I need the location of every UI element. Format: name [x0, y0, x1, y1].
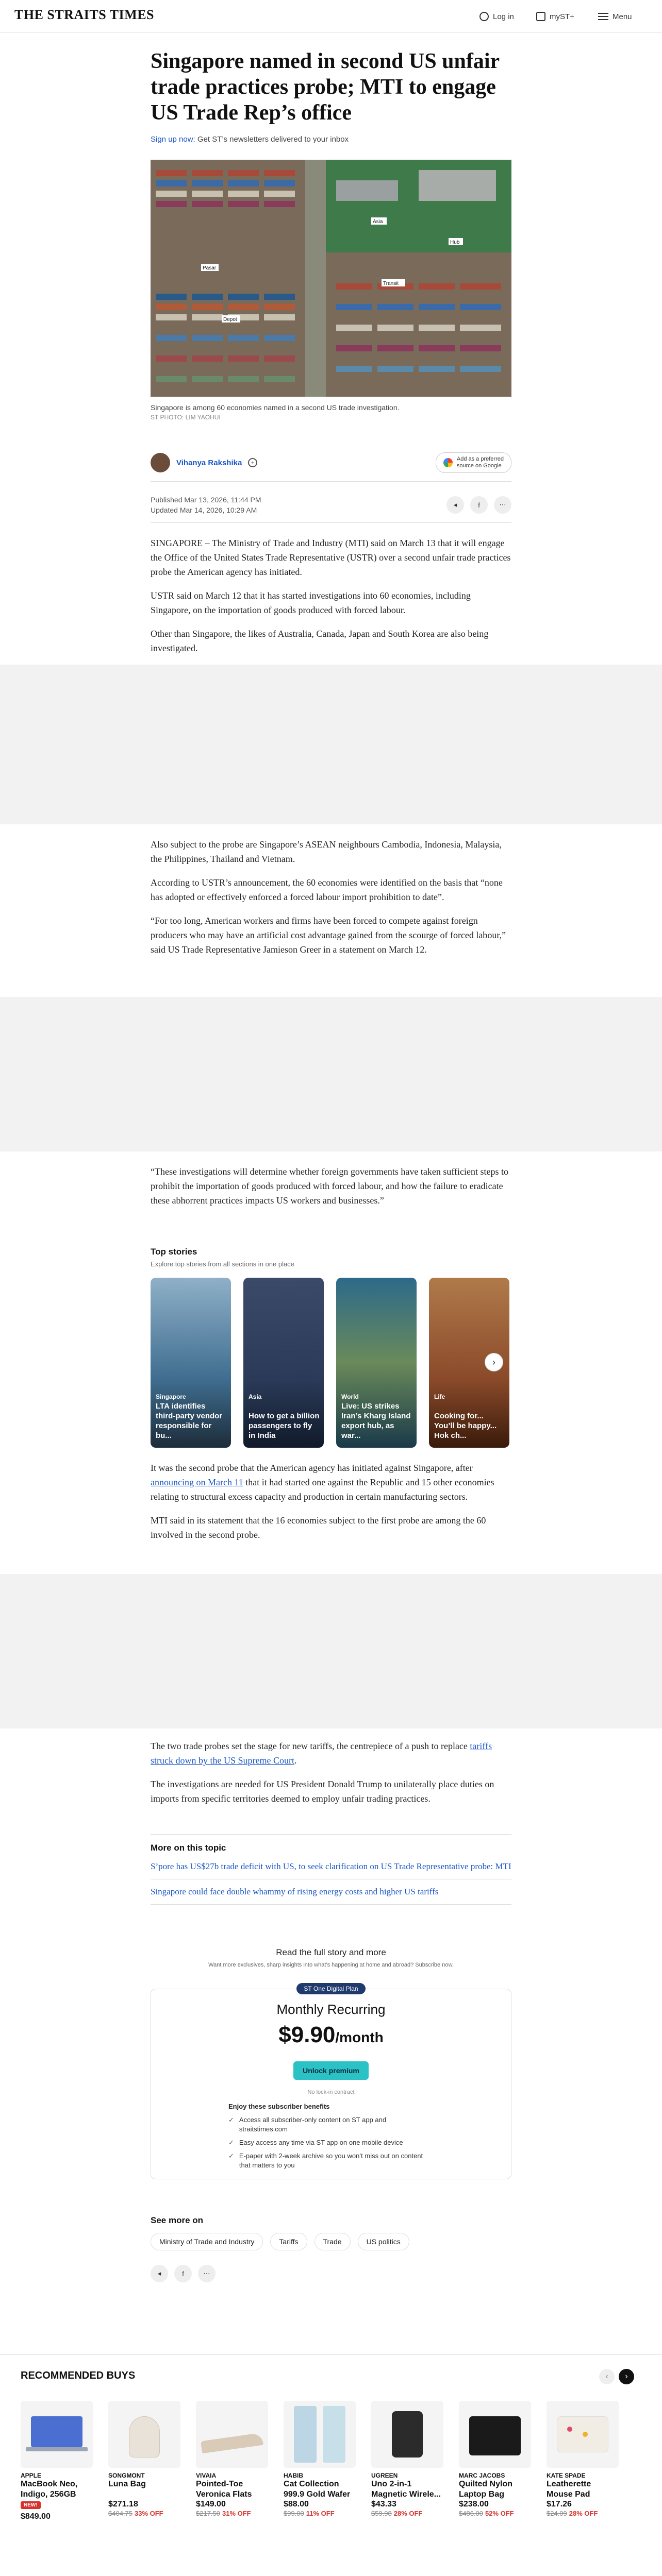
google-preferred-source-button[interactable] [436, 452, 511, 473]
login-button[interactable] [479, 10, 514, 23]
more-icon[interactable]: ⋯ [494, 496, 511, 514]
topic-tag[interactable]: Tariffs [270, 2233, 307, 2250]
more-on-topic [151, 1834, 511, 1905]
topic-tag[interactable]: Ministry of Trade and Industry [151, 2233, 263, 2250]
unlock-premium-button[interactable]: Unlock premium [293, 2061, 369, 2080]
login-label: Log in [493, 12, 514, 21]
product-card[interactable]: APPLE MacBook Neo, Indigo, 256GB NEW! $849.00 [21, 2401, 93, 2576]
menu-button[interactable] [598, 10, 632, 23]
follow-plus-icon[interactable]: + [248, 458, 257, 467]
top-stories-title: Top stories [151, 1247, 197, 1257]
recommended-carousel [21, 2401, 662, 2576]
ad-slot[interactable] [0, 665, 662, 824]
product-image [371, 2401, 443, 2468]
product-image [547, 2401, 619, 2468]
hero-label-4: Depot [223, 317, 237, 323]
myst-label: myST+ [550, 12, 574, 21]
more-on-topic-title: More on this topic [151, 1843, 226, 1853]
link-icon[interactable]: ◂ [151, 2265, 168, 2282]
plan-pill: ST One Digital Plan [296, 1983, 365, 1994]
carousel-prev-button[interactable]: ‹ [599, 2369, 615, 2384]
site-logo[interactable]: THE STRAITS TIMES [14, 7, 155, 22]
paragraph-6: “For too long, American workers and firms have been forced to compete against foreign producers who may have an artificial cost advantage gained from the scourge of forced labour,” said US Trade Representative Jamieson Greer in a statement on March 12. [151, 916, 506, 955]
new-badge: NEW! [21, 2501, 41, 2509]
topic-tag[interactable]: US politics [358, 2233, 409, 2250]
read-full-title: Read the full story and more [276, 1947, 386, 1957]
top-stories [151, 1247, 511, 1268]
hero-label-1: Pasar [203, 265, 217, 271]
product-image [284, 2401, 356, 2468]
no-lock-in: No lock-in contract [307, 2089, 355, 2095]
benefit-item: ✓ Access all subscriber-only content on ST app and straitstimes.com [228, 2116, 387, 2133]
product-image [108, 2401, 180, 2468]
user-icon [479, 12, 489, 21]
inline-link[interactable]: tariffs struck down by the US Supreme Court [151, 1741, 492, 1766]
story-title: Cooking for... You’ll be happy... Hok ch... [434, 1412, 497, 1440]
more-icon[interactable]: ⋯ [198, 2265, 216, 2282]
benefits-title: Enjoy these subscriber benefits [228, 2103, 330, 2110]
top-stories-carousel [151, 1278, 511, 1448]
story-title: Live: US strikes Iran’s Kharg Island export hub, as war... [341, 1402, 411, 1440]
inline-link[interactable]: announcing on March 11 [151, 1477, 243, 1487]
hero-figure [151, 160, 511, 422]
signup-link[interactable]: Sign up now: [151, 135, 195, 144]
article-headline: Singapore named in second US unfair trade practices probe; MTI to engage US Trade Rep’s office [151, 49, 500, 125]
byline [151, 452, 511, 482]
paragraph-5: According to USTR’s announcement, the 60 economies were identified on the basis that “none has adopted or effectively enforced a forced labour import prohibition to date”. [151, 877, 503, 902]
paragraph-4: Also subject to the probe are Singapore’s ASEAN neighbours Cambodia, Indonesia, Malaysia, the Philippines, Thailand and Vietnam. [151, 839, 502, 864]
top-stories-subtitle: Explore top stories from all sections in one place [151, 1260, 294, 1268]
hero-image[interactable] [151, 160, 511, 397]
hero-caption [151, 403, 511, 422]
product-image [459, 2401, 531, 2468]
carousel-next-button[interactable]: › [485, 1353, 503, 1371]
newsletter-signup [151, 135, 511, 144]
plan-name: Monthly Recurring [276, 2002, 386, 2017]
container-port-illustration [151, 160, 511, 397]
benefit-item: ✓ E-paper with 2-week archive so you won’t miss out on content that matters to you [228, 2152, 423, 2169]
article-body-5 [151, 1739, 511, 1806]
paragraph-11: The investigations are needed for US President Donald Trump to unilaterally place duties on imports from specific territories deemed to employ unfair trading practices. [151, 1779, 494, 1804]
story-card[interactable] [151, 1278, 231, 1448]
story-tag: World [341, 1393, 359, 1400]
article-body-1 [151, 536, 511, 655]
published-date: Published Mar 13, 2026, 11:44 PM [151, 496, 261, 504]
see-more-share-bar [151, 2265, 511, 2282]
bookmark-icon [536, 12, 545, 21]
paragraph-10: The two trade probes set the stage for new tariffs, the centrepiece of a push to replace tariffs struck down by the US Supreme Court. [151, 1741, 492, 1766]
author-name[interactable]: Vihanya Rakshika [176, 458, 242, 467]
article-meta [151, 495, 511, 523]
paragraph-7: “These investigations will determine whether foreign governments have taken sufficient steps to prohibit the importation of goods produced with forced labour, and how the failure to eradicate these abhorrent practices impacts US workers and businesses.” [151, 1166, 508, 1206]
paragraph-1: SINGAPORE – The Ministry of Trade and Industry (MTI) said on March 13 that it will engage the Office of the United States Trade Representative (USTR) over a second unfair trade practices probe the American agency has initiated. [151, 538, 511, 577]
product-card[interactable]: MARC JACOBS Quilted Nylon Laptop Bag $238.00 $486.00 52% OFF [459, 2401, 531, 2576]
story-tag: Singapore [156, 1393, 186, 1400]
check-icon: ✓ [228, 2116, 234, 2124]
related-link[interactable]: Singapore could face double whammy of rising energy costs and higher US tariffs [151, 1887, 439, 1896]
updated-date: Updated Mar 14, 2026, 10:29 AM [151, 506, 257, 514]
paywall-intro [151, 1947, 511, 1968]
product-card[interactable]: HABIB Cat Collection 999.9 Gold Wafer $88.00 $99.00 11% OFF [284, 2401, 356, 2576]
carousel-next-button[interactable]: › [619, 2369, 634, 2384]
share-icon[interactable]: ◂ [446, 496, 464, 514]
hero-label-5: Transit [383, 281, 399, 286]
product-card[interactable]: UGREEN Uno 2-in-1 Magnetic Wirele... $43.33 $59.98 28% OFF [371, 2401, 443, 2576]
facebook-icon[interactable]: f [174, 2265, 192, 2282]
benefit-item: ✓ Easy access any time via ST app on one mobile device [228, 2139, 403, 2146]
article-header [151, 48, 511, 144]
paragraph-8: It was the second probe that the American agency has initiated against Singapore, after announcing on March 11 that it had started one against the Republic and 15 other economies relating to structural excess capacity and production in certain manufacturing sectors. [151, 1463, 494, 1502]
menu-icon [598, 13, 608, 20]
plan-price: $9.90/month [278, 2022, 384, 2047]
caption-text: Singapore is among 60 economies named in a second US trade investigation. [151, 403, 400, 412]
ad-slot[interactable] [0, 997, 662, 1151]
story-card[interactable] [243, 1278, 324, 1448]
story-card[interactable] [336, 1278, 417, 1448]
article-body-2 [151, 837, 511, 957]
article-body-4 [151, 1461, 511, 1542]
google-pill-line2: source on Google [456, 463, 502, 469]
site-header [0, 0, 662, 33]
product-card[interactable]: VIVAIA Pointed-Toe Veronica Flats $149.00 $217.50 31% OFF [196, 2401, 268, 2576]
article-body-3 [151, 1164, 511, 1208]
read-full-subtitle: Want more exclusives, sharp insights into what’s happening at home and abroad? Subscribe now. [208, 1962, 454, 1968]
facebook-icon[interactable]: f [470, 496, 488, 514]
story-tag: Life [434, 1393, 445, 1400]
product-card[interactable]: SONGMONT Luna Bag $271.18 $404.75 33% OFF [108, 2401, 180, 2576]
caption-credit: ST PHOTO: LIM YAOHUI [151, 414, 221, 421]
story-title: LTA identifies third-party vendor responsible for bu... [156, 1402, 223, 1440]
myst-button[interactable] [536, 10, 574, 23]
related-link[interactable]: S’pore has US$27b trade deficit with US, to seek clarification on US Trade Representative probe: MTI [151, 1861, 511, 1871]
subscription-plan-card [151, 1985, 511, 2179]
topic-tag[interactable]: Trade [315, 2233, 351, 2250]
see-more-on [151, 2215, 511, 2282]
check-icon: ✓ [228, 2152, 234, 2160]
benefits-list [228, 2103, 434, 2170]
hero-label-3: Hub [450, 240, 460, 245]
paragraph-2: USTR said on March 12 that it has started investigations into 60 economies, including Singapore, on the importation of goods produced with forced labour. [151, 590, 471, 615]
paragraph-9: MTI said in its statement that the 16 economies subject to the first probe are among the 60 involved in the second probe. [151, 1515, 486, 1540]
product-image [21, 2401, 93, 2468]
recommended-buys-title: RECOMMENDED BUYS [21, 2370, 136, 2381]
author-avatar[interactable] [151, 453, 170, 472]
see-more-title: See more on [151, 2215, 204, 2225]
hero-label-2: Asia [373, 219, 383, 225]
story-title: How to get a billion passengers to fly in India [249, 1412, 320, 1440]
google-icon [443, 458, 453, 467]
share-bar [446, 496, 511, 514]
story-tag: Asia [249, 1393, 262, 1400]
product-card[interactable]: KATE SPADE Leatherette Mouse Pad $17.26 $24.09 28% OFF [547, 2401, 619, 2576]
check-icon: ✓ [228, 2139, 234, 2146]
signup-text: Get ST’s newsletters delivered to your inbox [195, 135, 349, 144]
google-pill-line1: Add as a preferred [456, 456, 504, 462]
product-image [196, 2401, 268, 2468]
paragraph-3: Other than Singapore, the likes of Australia, Canada, Japan and South Korea are also being investigated. [151, 629, 489, 653]
ad-slot[interactable] [0, 1574, 662, 1728]
menu-label: Menu [613, 12, 632, 21]
